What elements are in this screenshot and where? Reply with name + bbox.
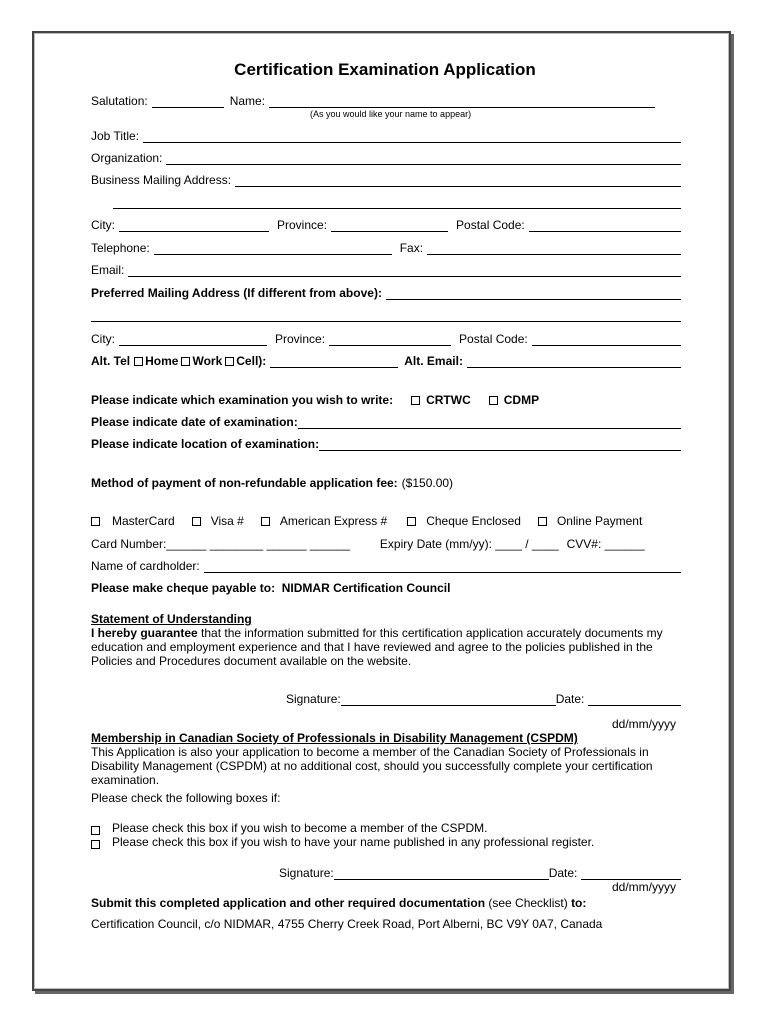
statement-text: that the information submitted for this certification application accurately documents my education and employment experience and that I have reviewed and agree to the policies published in the Policies and Procedures document available on the website. [91, 626, 663, 668]
postal-code-field[interactable] [529, 219, 681, 232]
preferred-address-field[interactable] [386, 287, 681, 300]
salutation-label: Salutation: [91, 94, 148, 108]
payment-method-row [91, 476, 681, 490]
visa-checkbox[interactable] [192, 517, 201, 526]
home-label: Home [145, 354, 179, 368]
crtwc-checkbox[interactable] [411, 396, 420, 405]
crtwc-label: CRTWC [426, 393, 471, 407]
submit-to: to: [571, 896, 587, 910]
name-field[interactable] [269, 95, 655, 108]
name-label: Name: [229, 94, 266, 108]
cell-label: Cell): [236, 354, 267, 368]
province2-label: Province: [275, 332, 326, 346]
alt-tel-label: Alt. Tel [91, 354, 131, 368]
exam-choice-label: Please indicate which examination you wish to write: [91, 393, 394, 407]
amex-label: American Express # [279, 514, 388, 528]
organization-row [91, 151, 681, 165]
city2-row [91, 332, 681, 346]
work-label: Work [192, 354, 223, 368]
preferred-address-row-2 [91, 309, 681, 322]
organization-label: Organization: [91, 151, 163, 165]
submit-line [91, 896, 683, 910]
salutation-field[interactable] [152, 95, 224, 108]
membership-check2-row [91, 835, 681, 849]
membership-signature-field[interactable] [334, 867, 549, 880]
exam-date-field[interactable] [298, 416, 681, 429]
business-address-row-2 [91, 196, 681, 209]
membership-date-label: Date: [548, 866, 578, 880]
city-row [91, 218, 681, 232]
membership-date-field[interactable] [581, 867, 681, 880]
cheque-payable-text: Please make cheque payable to: NIDMAR Certification Council [91, 581, 451, 595]
submit-bold: Submit this completed application and other required documentation [91, 896, 486, 910]
alt-email-field[interactable] [467, 355, 681, 368]
statement-signature-row [286, 692, 681, 706]
cardholder-row [91, 559, 681, 573]
preferred-address-label: Preferred Mailing Address (If different from above): [91, 286, 382, 300]
membership-signature-label: Signature: [279, 866, 334, 880]
online-payment-label: Online Payment [556, 514, 643, 528]
fax-field[interactable] [427, 242, 681, 255]
cheque-label: Cheque Enclosed [426, 514, 521, 528]
exam-date-label: Please indicate date of examination: [91, 415, 298, 429]
membership-signature-row [279, 866, 681, 880]
salutation-name-row [91, 94, 681, 108]
alt-tel-row [91, 354, 681, 368]
payment-method-label: Method of payment of non-refundable application fee: [91, 476, 398, 490]
alt-tel-field[interactable] [270, 355, 398, 368]
statement-heading-text: Statement of Understanding [91, 612, 252, 626]
cell-checkbox[interactable] [225, 357, 234, 366]
publish-name-checkbox[interactable] [91, 840, 100, 849]
statement-date-field[interactable] [588, 693, 681, 706]
amex-checkbox[interactable] [261, 517, 270, 526]
business-address-field-2[interactable] [113, 196, 681, 209]
statement-heading [91, 612, 683, 626]
submit-see: (see Checklist) [485, 896, 572, 910]
business-address-field[interactable] [235, 174, 681, 187]
alt-email-label: Alt. Email: [404, 354, 463, 368]
cardholder-label: Name of cardholder: [91, 559, 200, 573]
telephone-field[interactable] [154, 242, 392, 255]
organization-field[interactable] [166, 152, 681, 165]
card-number-label: Card Number: [91, 537, 167, 551]
page-title: Certification Examination Application [234, 60, 536, 79]
statement-signature-field[interactable] [341, 693, 556, 706]
work-checkbox[interactable] [181, 357, 190, 366]
exam-date-row [91, 415, 681, 429]
statement-date-label: Date: [555, 692, 585, 706]
cdmp-label: CDMP [503, 393, 540, 407]
mastercard-checkbox[interactable] [91, 517, 100, 526]
membership-heading-text: Membership in Canadian Society of Professionals in Disability Management (CSPDM) [91, 731, 578, 745]
cardholder-field[interactable] [204, 560, 681, 573]
exam-location-label: Please indicate location of examination: [91, 437, 320, 451]
expiry-field[interactable]: Expiry Date (mm/yy): ____ / ____ [379, 537, 559, 551]
cspdm-member-checkbox[interactable] [91, 826, 100, 835]
statement-paragraph [91, 626, 683, 668]
province-label: Province: [277, 218, 328, 232]
membership-check1-row [91, 821, 681, 835]
cheque-checkbox[interactable] [407, 517, 416, 526]
name-note: (As you would like your name to appear) [310, 109, 472, 119]
mastercard-label: MasterCard [112, 514, 175, 528]
membership-check-intro: Please check the following boxes if: [91, 791, 281, 805]
city2-label: City: [91, 332, 115, 346]
cspdm-member-label: Please check this box if you wish to become a member of the CSPDM. [112, 821, 488, 835]
postal-code-label: Postal Code: [456, 218, 525, 232]
email-field[interactable] [128, 264, 681, 277]
membership-heading [91, 731, 683, 745]
membership-date-format: dd/mm/yyyy [612, 880, 677, 894]
card-number-row [91, 537, 681, 551]
fee-amount: ($150.00) [401, 476, 454, 490]
province2-field[interactable] [329, 333, 451, 346]
card-number-field[interactable]: ______ ________ ______ ______ [166, 537, 350, 551]
online-payment-checkbox[interactable] [538, 517, 547, 526]
job-title-field[interactable] [143, 130, 681, 143]
business-address-label: Business Mailing Address: [91, 173, 232, 187]
telephone-row [91, 241, 681, 255]
statement-signature-label: Signature: [286, 692, 341, 706]
cdmp-checkbox[interactable] [489, 396, 498, 405]
visa-label: Visa # [210, 514, 244, 528]
exam-location-row [91, 437, 681, 451]
city2-field[interactable] [119, 333, 267, 346]
email-row [91, 263, 681, 277]
email-label: Email: [91, 263, 125, 277]
province-field[interactable] [331, 219, 448, 232]
fax-label: Fax: [399, 241, 424, 255]
publish-name-label: Please check this box if you wish to have your name published in any professional register. [112, 835, 595, 849]
postal-code2-field[interactable] [532, 333, 681, 346]
city-label: City: [91, 218, 115, 232]
postal-code2-label: Postal Code: [459, 332, 528, 346]
preferred-address-field-2[interactable] [91, 309, 681, 322]
job-title-label: Job Title: [91, 129, 140, 143]
submit-address: Certification Council, c/o NIDMAR, 4755 Cherry Creek Road, Port Alberni, BC V9Y 0A7, Canada [91, 917, 603, 931]
statement-date-format: dd/mm/yyyy [612, 717, 677, 731]
exam-location-field[interactable] [319, 438, 681, 451]
preferred-address-row [91, 286, 681, 300]
exam-choice-row [91, 393, 681, 407]
business-address-row [91, 173, 681, 187]
payment-options-row [91, 514, 681, 528]
job-title-row [91, 129, 681, 143]
city-field[interactable] [119, 219, 269, 232]
guarantee-bold: I hereby guarantee [91, 626, 198, 640]
cvv-field[interactable]: CVV#: ______ [566, 537, 645, 551]
membership-paragraph: This Application is also your application to become a member of the Canadian Society of Professionals in Disability Management (CSPDM) at no additional cost, should you successfully complete your certification examination. [91, 745, 653, 787]
telephone-label: Telephone: [91, 241, 150, 255]
cheque-payable-row [91, 581, 681, 595]
home-checkbox[interactable] [134, 357, 143, 366]
